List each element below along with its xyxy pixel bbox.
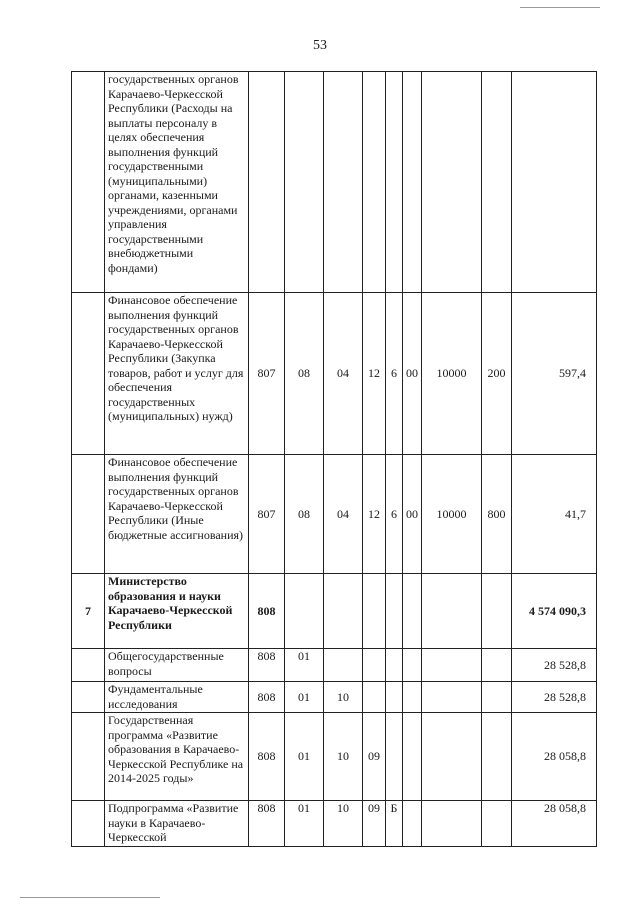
scan-artifact-top bbox=[520, 7, 600, 8]
row-name: Государственная программа «Развитие образования в Карачаево-Черкесской Республике на 2014-2025 годы» bbox=[105, 713, 249, 801]
code-csr-4: 10000 bbox=[422, 293, 482, 455]
code-csr-3: 00 bbox=[403, 455, 422, 574]
row-amount: 28 058,8 bbox=[512, 801, 597, 847]
code-ved: 807 bbox=[249, 293, 285, 455]
table-row bbox=[72, 455, 597, 574]
row-number bbox=[72, 682, 105, 713]
row-amount: 4 574 090,3 bbox=[512, 574, 597, 649]
code-ved: 808 bbox=[249, 574, 285, 649]
code-csr-3 bbox=[403, 649, 422, 682]
row-name: Подпрограмма «Развитие науки в Карачаево-Черкесской bbox=[105, 801, 249, 847]
row-number bbox=[72, 713, 105, 801]
row-amount bbox=[512, 72, 597, 293]
code-csr-3 bbox=[403, 72, 422, 293]
code-pr bbox=[324, 649, 363, 682]
code-csr-2 bbox=[386, 72, 403, 293]
code-csr-4 bbox=[422, 713, 482, 801]
code-csr-2: 6 bbox=[386, 293, 403, 455]
code-pr bbox=[324, 574, 363, 649]
code-csr-4 bbox=[422, 574, 482, 649]
code-rz: 01 bbox=[285, 713, 324, 801]
code-csr-3: 00 bbox=[403, 293, 422, 455]
code-csr-4 bbox=[422, 682, 482, 713]
code-pr bbox=[324, 72, 363, 293]
code-ved: 808 bbox=[249, 682, 285, 713]
code-csr-4 bbox=[422, 649, 482, 682]
budget-table bbox=[71, 71, 597, 847]
code-pr: 10 bbox=[324, 713, 363, 801]
row-name: Общегосударственные вопросы bbox=[105, 649, 249, 682]
table-row bbox=[72, 293, 597, 455]
table-row bbox=[72, 801, 597, 847]
code-ved: 808 bbox=[249, 801, 285, 847]
code-vr bbox=[482, 682, 512, 713]
code-rz: 01 bbox=[285, 801, 324, 847]
table-row bbox=[72, 574, 597, 649]
code-ved: 808 bbox=[249, 713, 285, 801]
row-number bbox=[72, 293, 105, 455]
code-csr-1: 09 bbox=[363, 801, 386, 847]
row-name: Финансовое обеспечение выполнения функций государственных органов Карачаево-Черкесской Республики (Закупка товаров, работ и услуг для обеспечения государственных (муниципальных) нужд) bbox=[105, 293, 249, 455]
code-csr-1 bbox=[363, 682, 386, 713]
code-ved: 807 bbox=[249, 455, 285, 574]
code-csr-3 bbox=[403, 574, 422, 649]
code-csr-1 bbox=[363, 72, 386, 293]
code-csr-1: 12 bbox=[363, 293, 386, 455]
code-rz bbox=[285, 72, 324, 293]
code-rz: 08 bbox=[285, 455, 324, 574]
code-pr: 04 bbox=[324, 293, 363, 455]
table-row bbox=[72, 649, 597, 682]
table-row bbox=[72, 713, 597, 801]
code-csr-3 bbox=[403, 801, 422, 847]
table-row bbox=[72, 72, 597, 293]
row-amount: 41,7 bbox=[512, 455, 597, 574]
code-csr-2 bbox=[386, 574, 403, 649]
row-name: государственных органов Карачаево-Черкесской Республики (Расходы на выплаты персоналу в целях обеспечения выполнения функций государственными (муниципальными) органами, казенными учреждениями, органами управления государственными внебюджетными фондами) bbox=[105, 72, 249, 293]
code-csr-2: Б bbox=[386, 801, 403, 847]
row-number bbox=[72, 649, 105, 682]
code-csr-3 bbox=[403, 682, 422, 713]
code-csr-1 bbox=[363, 649, 386, 682]
code-csr-4 bbox=[422, 801, 482, 847]
code-pr: 04 bbox=[324, 455, 363, 574]
row-amount: 28 058,8 bbox=[512, 713, 597, 801]
row-number bbox=[72, 455, 105, 574]
row-amount: 597,4 bbox=[512, 293, 597, 455]
code-csr-2: 6 bbox=[386, 455, 403, 574]
row-amount: 28 528,8 bbox=[512, 649, 597, 682]
code-csr-4 bbox=[422, 72, 482, 293]
code-csr-1 bbox=[363, 574, 386, 649]
code-csr-2 bbox=[386, 682, 403, 713]
row-number bbox=[72, 801, 105, 847]
code-vr bbox=[482, 574, 512, 649]
row-amount: 28 528,8 bbox=[512, 682, 597, 713]
code-vr: 200 bbox=[482, 293, 512, 455]
code-ved: 808 bbox=[249, 649, 285, 682]
code-vr bbox=[482, 713, 512, 801]
scan-artifact-bottom bbox=[20, 897, 160, 898]
code-ved bbox=[249, 72, 285, 293]
code-rz: 08 bbox=[285, 293, 324, 455]
row-name: Финансовое обеспечение выполнения функций государственных органов Карачаево-Черкесской Республики (Иные бюджетные ассигнования) bbox=[105, 455, 249, 574]
row-name: Министерство образования и науки Карачаево-Черкесской Республики bbox=[105, 574, 249, 649]
code-csr-4: 10000 bbox=[422, 455, 482, 574]
code-csr-1: 12 bbox=[363, 455, 386, 574]
table-row bbox=[72, 682, 597, 713]
code-vr bbox=[482, 649, 512, 682]
row-number: 7 bbox=[72, 574, 105, 649]
page-number: 53 bbox=[313, 38, 327, 53]
code-vr bbox=[482, 801, 512, 847]
code-rz: 01 bbox=[285, 682, 324, 713]
code-csr-3 bbox=[403, 713, 422, 801]
row-name: Фундаментальные исследования bbox=[105, 682, 249, 713]
code-vr bbox=[482, 72, 512, 293]
code-rz: 01 bbox=[285, 649, 324, 682]
code-pr: 10 bbox=[324, 801, 363, 847]
row-number bbox=[72, 72, 105, 293]
code-csr-2 bbox=[386, 713, 403, 801]
code-vr: 800 bbox=[482, 455, 512, 574]
code-rz bbox=[285, 574, 324, 649]
code-pr: 10 bbox=[324, 682, 363, 713]
code-csr-2 bbox=[386, 649, 403, 682]
code-csr-1: 09 bbox=[363, 713, 386, 801]
